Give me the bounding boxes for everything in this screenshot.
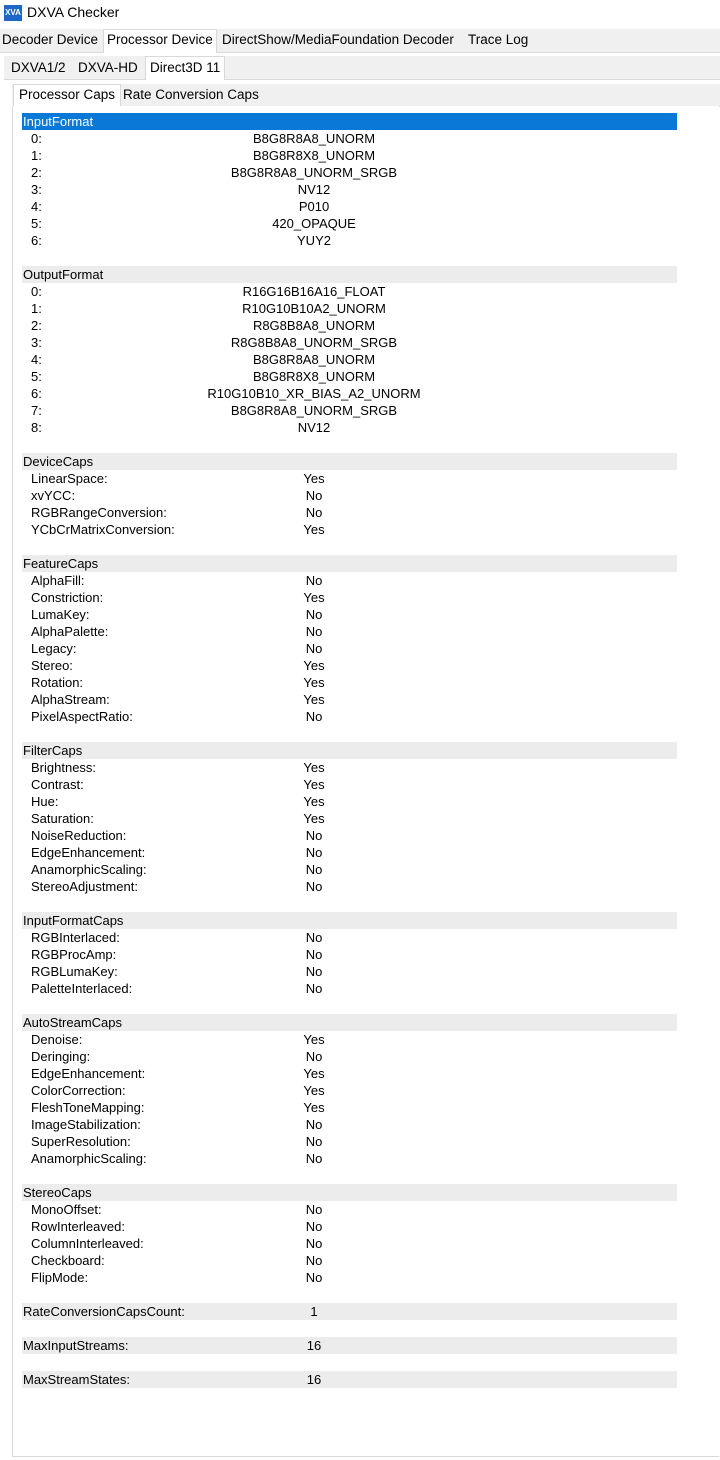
list-item[interactable] [22,708,677,725]
item-value: No [305,879,323,894]
item-value: No [305,1270,323,1285]
item-value: No [305,1253,323,1268]
list-item[interactable] [22,470,677,487]
list-item[interactable] [22,317,677,334]
item-label: MonoOffset: [31,1202,102,1217]
list-item[interactable] [22,368,677,385]
item-label: 8: [31,420,42,435]
item-value: No [305,641,323,656]
list-item[interactable] [22,385,677,402]
summary-label: MaxStreamStates: [23,1372,130,1387]
main-tab-strip [0,29,720,53]
item-value: No [305,1117,323,1132]
item-label: Legacy: [31,641,77,656]
item-label: RGBLumaKey: [31,964,118,979]
item-value: YUY2 [297,233,331,248]
list-item[interactable] [22,1133,677,1150]
item-label: 3: [31,182,42,197]
item-value: No [305,964,323,979]
item-value: Yes [303,471,325,486]
item-value: B8G8R8A8_UNORM_SRGB [230,165,398,180]
item-value: Yes [303,811,325,826]
list-item[interactable] [22,1218,677,1235]
item-label: LumaKey: [31,607,90,622]
list-item[interactable] [22,657,677,674]
list-item[interactable] [22,1150,677,1167]
tab-processor-caps[interactable]: Processor Caps [13,84,121,107]
list-item[interactable] [22,606,677,623]
item-label: EdgeEnhancement: [31,1066,146,1081]
item-label: NoiseReduction: [31,828,127,843]
item-value: Yes [303,1100,325,1115]
list-item[interactable] [22,844,677,861]
item-value: Yes [303,658,325,673]
item-value: Yes [303,692,325,707]
title-bar [0,0,720,28]
list-item[interactable] [22,147,677,164]
item-label: Constriction: [31,590,104,605]
item-label: 4: [31,352,42,367]
item-label: Deringing: [31,1049,91,1064]
item-label: RGBProcAmp: [31,947,117,962]
list-item[interactable] [22,232,677,249]
item-value: R10G10B10_XR_BIAS_A2_UNORM [207,386,421,401]
list-item[interactable] [22,878,677,895]
item-value: R10G10B10A2_UNORM [242,301,386,316]
item-label: AlphaFill: [31,573,85,588]
item-label: PixelAspectRatio: [31,709,133,724]
item-label: 0: [31,131,42,146]
item-value: Yes [303,1066,325,1081]
caps-tab-strip [12,84,720,107]
item-value: No [305,828,323,843]
item-label: AlphaStream: [31,692,110,707]
list-item[interactable] [22,1201,677,1218]
list-item[interactable] [22,215,677,232]
list-item[interactable] [22,300,677,317]
section-header-label: InputFormatCaps [23,913,124,928]
tab-dxva12[interactable]: DXVA1/2 [11,60,66,75]
summary-value: 16 [306,1372,322,1387]
item-label: ImageStabilization: [31,1117,141,1132]
item-label: 6: [31,386,42,401]
item-value: B8G8R8A8_UNORM [252,131,376,146]
item-value: Yes [303,1032,325,1047]
list-item[interactable] [22,334,677,351]
item-label: 6: [31,233,42,248]
item-value: 420_OPAQUE [272,216,356,231]
app-icon: XVA [4,5,22,21]
item-label: RGBRangeConversion: [31,505,167,520]
item-value: No [305,607,323,622]
item-value: B8G8R8X8_UNORM [252,369,376,384]
list-item[interactable] [22,181,677,198]
item-label: FlipMode: [31,1270,89,1285]
section-header-inputformatcaps[interactable] [22,912,677,929]
tab-processor-device[interactable]: Processor Device [103,29,217,53]
item-label: 2: [31,318,42,333]
list-item[interactable] [22,1269,677,1286]
list-item[interactable] [22,589,677,606]
section-header-label: FilterCaps [23,743,83,758]
section-header-label: FeatureCaps [23,556,99,571]
window-title: DXVA Checker [27,4,120,20]
item-label: SuperResolution: [31,1134,131,1149]
item-value: NV12 [297,182,331,197]
tab-direct3d-11[interactable]: Direct3D 11 [145,56,225,80]
item-value: No [305,505,323,520]
tab-directshow-mediafoundation-decoder[interactable]: DirectShow/MediaFoundation Decoder [222,32,454,47]
list-item[interactable] [22,1031,677,1048]
list-item[interactable] [22,164,677,181]
section-header-featurecaps[interactable] [22,555,677,572]
item-value: Yes [303,675,325,690]
list-item[interactable] [22,419,677,436]
summary-label: MaxInputStreams: [23,1338,129,1353]
list-item[interactable] [22,1099,677,1116]
item-value: No [305,1219,323,1234]
section-header-label: OutputFormat [23,267,104,282]
row-spacer [22,538,677,555]
tab-decoder-device[interactable]: Decoder Device [2,32,99,47]
item-label: AnamorphicScaling: [31,862,147,877]
item-label: 7: [31,403,42,418]
item-label: ColorCorrection: [31,1083,126,1098]
item-value: R8G8B8A8_UNORM_SRGB [230,335,398,350]
item-value: B8G8R8X8_UNORM [252,148,376,163]
item-value: Yes [303,590,325,605]
list-item[interactable] [22,572,677,589]
item-label: Rotation: [31,675,84,690]
item-value: No [305,1151,323,1166]
summary-label: RateConversionCapsCount: [23,1304,185,1319]
summary-row-maxinputstreams[interactable] [22,1337,677,1354]
item-label: 2: [31,165,42,180]
list-item[interactable] [22,1048,677,1065]
item-label: AnamorphicScaling: [31,1151,147,1166]
item-label: xvYCC: [31,488,76,503]
item-value: No [305,1202,323,1217]
list-item[interactable] [22,946,677,963]
item-value: P010 [298,199,330,214]
item-value: Yes [303,794,325,809]
list-item[interactable] [22,640,677,657]
section-header-inputformat[interactable] [22,113,677,130]
row-spacer [22,997,677,1014]
list-item[interactable] [22,623,677,640]
api-tab-strip [4,56,720,80]
row-spacer [22,1167,677,1184]
item-label: Hue: [31,794,59,809]
section-header-label: InputFormat [23,114,94,129]
item-value: NV12 [297,420,331,435]
item-value: Yes [303,1083,325,1098]
row-spacer [22,436,677,453]
item-label: Stereo: [31,658,73,673]
row-spacer [22,1354,677,1371]
list-item[interactable] [22,521,677,538]
item-label: ColumnInterleaved: [31,1236,144,1251]
item-value: No [305,845,323,860]
item-label: StereoAdjustment: [31,879,138,894]
list-item[interactable] [22,130,677,147]
section-header-autostreamcaps[interactable] [22,1014,677,1031]
section-header-outputformat[interactable] [22,266,677,283]
item-label: 5: [31,369,42,384]
item-label: PaletteInterlaced: [31,981,133,996]
item-value: No [305,573,323,588]
row-spacer [22,725,677,742]
list-item[interactable] [22,504,677,521]
item-label: Contrast: [31,777,84,792]
item-label: 3: [31,335,42,350]
row-spacer [22,249,677,266]
item-label: RowInterleaved: [31,1219,125,1234]
item-label: EdgeEnhancement: [31,845,146,860]
item-value: Yes [303,777,325,792]
summary-row-rateconversioncapscount[interactable] [22,1303,677,1320]
list-item[interactable] [22,691,677,708]
list-item[interactable] [22,674,677,691]
item-value: No [305,709,323,724]
item-value: No [305,1134,323,1149]
list-item[interactable] [22,776,677,793]
item-label: 1: [31,148,42,163]
item-label: LinearSpace: [31,471,108,486]
list-item[interactable] [22,487,677,504]
item-label: Checkboard: [31,1253,105,1268]
section-header-label: StereoCaps [23,1185,92,1200]
item-value: Yes [303,760,325,775]
item-label: YCbCrMatrixConversion: [31,522,175,537]
item-value: No [305,624,323,639]
list-item[interactable] [22,283,677,300]
item-value: No [305,981,323,996]
list-item[interactable] [22,759,677,776]
item-label: 1: [31,301,42,316]
item-label: RGBInterlaced: [31,930,120,945]
list-item[interactable] [22,1235,677,1252]
list-item[interactable] [22,861,677,878]
item-label: Denoise: [31,1032,83,1047]
list-item[interactable] [22,1116,677,1133]
item-value: No [305,947,323,962]
item-value: No [305,1236,323,1251]
item-label: AlphaPalette: [31,624,109,639]
item-label: Saturation: [31,811,94,826]
section-header-filtercaps[interactable] [22,742,677,759]
list-item[interactable] [22,963,677,980]
item-value: No [305,1049,323,1064]
row-spacer [22,1286,677,1303]
section-header-stereocaps[interactable] [22,1184,677,1201]
section-header-devicecaps[interactable] [22,453,677,470]
item-value: B8G8R8A8_UNORM [252,352,376,367]
row-spacer [22,1320,677,1337]
item-value: R8G8B8A8_UNORM [252,318,376,333]
list-item[interactable] [22,402,677,419]
list-item[interactable] [22,793,677,810]
item-label: 5: [31,216,42,231]
row-spacer [22,895,677,912]
caps-list[interactable] [22,113,677,1388]
list-item[interactable] [22,810,677,827]
item-value: No [305,488,323,503]
item-label: FleshToneMapping: [31,1100,145,1115]
item-label: Brightness: [31,760,97,775]
item-value: B8G8R8A8_UNORM_SRGB [230,403,398,418]
item-label: 4: [31,199,42,214]
list-item[interactable] [22,1082,677,1099]
item-value: No [305,862,323,877]
list-item[interactable] [22,1065,677,1082]
list-item[interactable] [22,198,677,215]
summary-value: 16 [306,1338,322,1353]
tab-trace-log[interactable]: Trace Log [468,32,529,47]
list-item[interactable] [22,1252,677,1269]
list-item[interactable] [22,351,677,368]
list-item[interactable] [22,980,677,997]
section-header-label: AutoStreamCaps [23,1015,122,1030]
tab-rate-conversion-caps[interactable]: Rate Conversion Caps [123,87,259,102]
list-item[interactable] [22,929,677,946]
item-value: R16G16B16A16_FLOAT [242,284,386,299]
tab-dxva-hd[interactable]: DXVA-HD [78,60,138,75]
summary-value: 1 [310,1304,318,1319]
summary-row-maxstreamstates[interactable] [22,1371,677,1388]
list-item[interactable] [22,827,677,844]
item-label: 0: [31,284,42,299]
section-header-label: DeviceCaps [23,454,94,469]
item-value: No [305,930,323,945]
item-value: Yes [303,522,325,537]
